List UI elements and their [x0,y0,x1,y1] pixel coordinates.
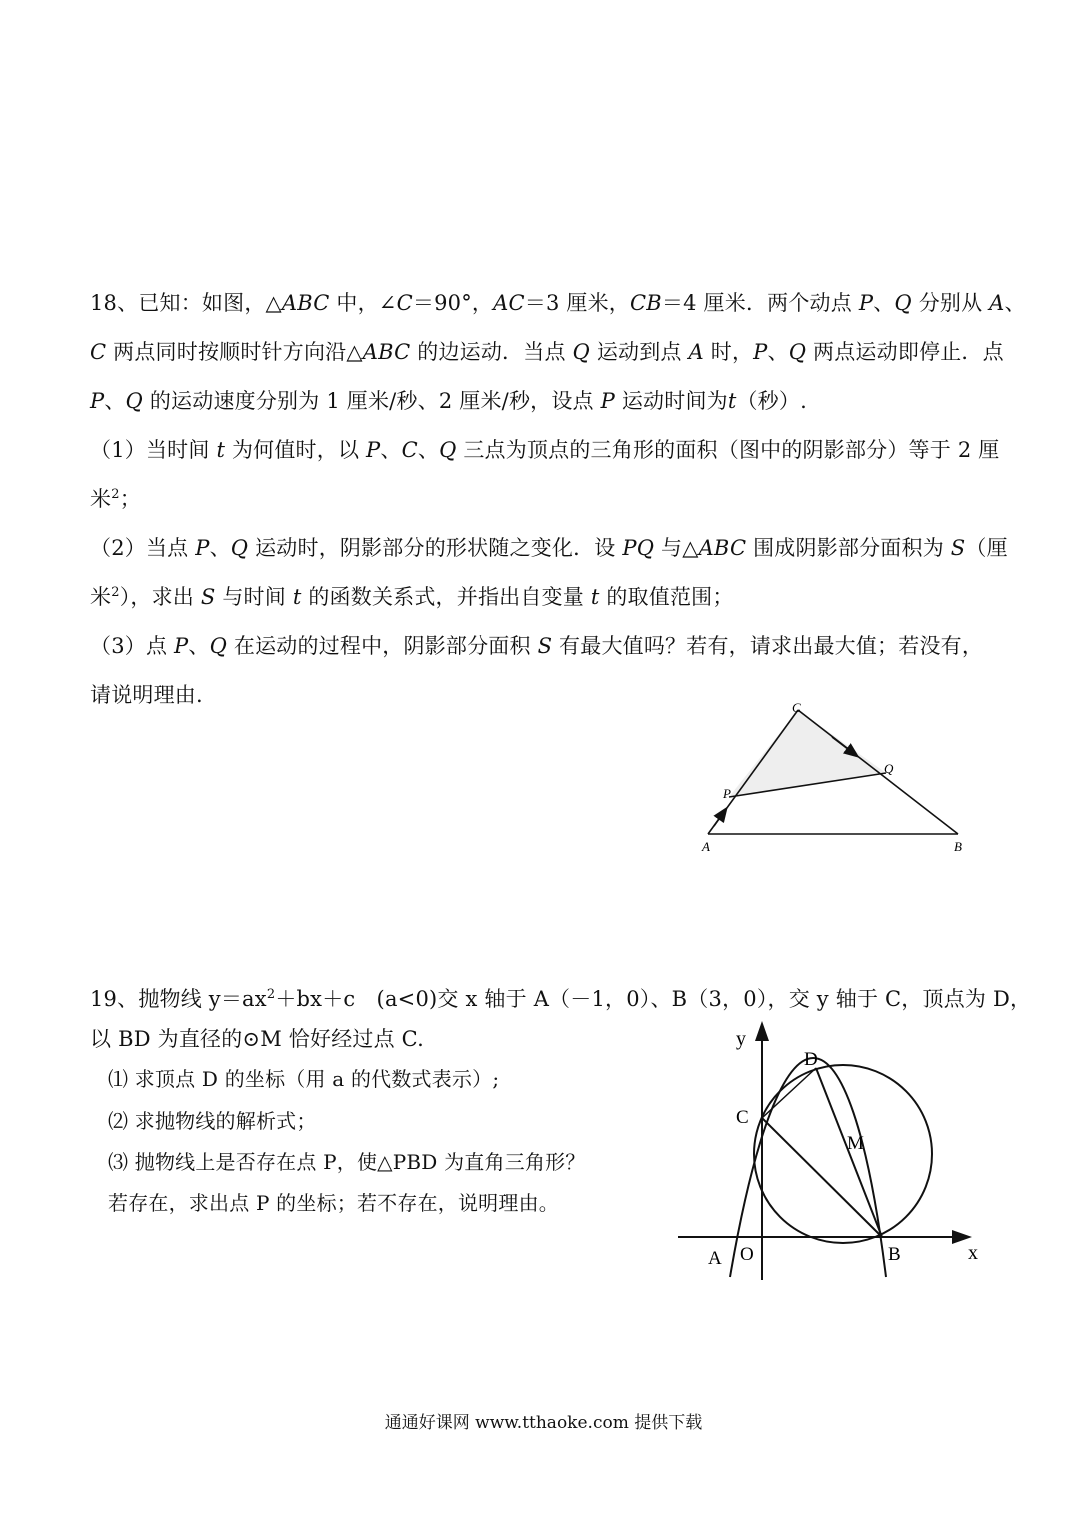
parabola-figure [670,1015,990,1285]
label-o: O [740,1244,754,1265]
q18-part-1: （1）当时间 t 为何值时，以 P、C、Q 三点为顶点的三角形的面积（图中的阴影部分）等于 2 厘 [90,438,1000,462]
label-y: y [736,1028,746,1050]
label-q: Q [884,761,894,776]
q19-part-3: ⑶ 抛物线上是否存在点 P，使△PBD 为直角三角形？ [108,1150,586,1174]
label-b: B [888,1244,901,1265]
q18-line-1: 18、已知：如图，△ABC 中，∠C＝90°，AC＝3 厘米，CB＝4 厘米．两个动点 P、Q 分别从 A、 [90,291,1026,315]
arrow-p [714,809,726,826]
segment-cb [762,1118,882,1237]
q18-part-1-cont: 米$^2$； [90,487,141,511]
label-c: C [792,700,801,715]
label-x: x [968,1242,978,1264]
q19-line-2: 以 BD 为直径的⊙M 恰好经过点 C. [90,1027,425,1051]
q18-part-2: （2）当点 P、Q 运动时，阴影部分的形状随之变化．设 PQ 与△ABC 围成阴影部分面积为 S（厘 [90,536,1008,560]
circle-m [754,1065,932,1243]
label-d: D [804,1049,818,1070]
q19-part-3-cont: 若存在，求出点 P 的坐标；若不存在，说明理由。 [108,1191,559,1215]
y-axis-arrow [755,1021,769,1041]
page-footer: 通通好课网 www.tthaoke.com 提供下载 [384,1413,703,1433]
q18-line-3: P、Q 的运动速度分别为 1 厘米/秒、2 厘米/秒，设点 P 运动时间为t（秒）. [90,389,807,413]
label-p: P [723,786,731,801]
shaded-region [729,710,886,797]
q18-part-2-cont: 米$^2$），求出 S 与时间 t 的函数关系式，并指出自变量 t 的取值范围； [90,585,734,609]
label-c: C [736,1107,749,1128]
label-a: A [702,839,710,854]
triangle-figure [690,695,980,865]
q18-part-3-cont: 请说明理由. [90,683,203,707]
q19-part-1: ⑴ 求顶点 D 的坐标（用 a 的代数式表示）; [108,1067,500,1091]
q19-part-2: ⑵ 求抛物线的解析式； [108,1109,317,1133]
q18-part-3: （3）点 P、Q 在运动的过程中，阴影部分面积 S 有最大值吗？若有，请求出最大值；若没有， [90,634,984,658]
label-b: B [954,839,962,854]
label-a: A [708,1248,722,1269]
q19-line-1: 19、抛物线 $y=ax^2+bx+c$ (a<0)交 x 轴于 A（－1，0）、B（3，0），交 y 轴于 C，顶点为 D， [90,987,1032,1011]
q18-line-2: C 两点同时按顺时针方向沿△ABC 的边运动．当点 Q 运动到点 A 时，P、Q 两点运动即停止．点 [90,340,1004,364]
label-m: M [847,1133,864,1154]
